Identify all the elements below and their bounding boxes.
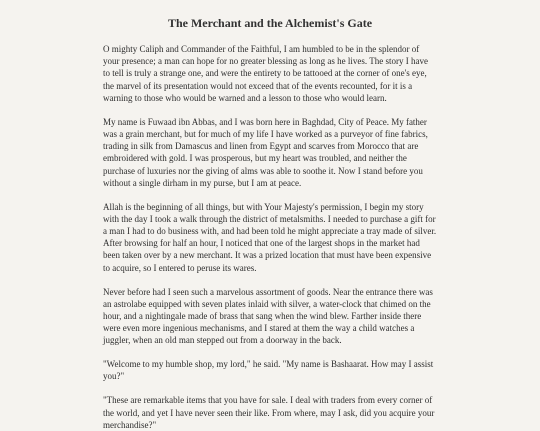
- paragraph: My name is Fuwaad ibn Abbas, and I was born here in Baghdad, City of Peace. My father was a grain merchant, but for much of my life I have worked as a purveyor of fine fabrics, trading in silk from Damascus and linen from Egypt and scarves from Morocco that are embroidered with gold. I was prosperous, but my heart was troubled, and neither the purchase of luxuries nor the giving of alms was able to soothe it. Now I stand before you without a single dirham in my purse, but I am at peace.: [103, 116, 428, 188]
- paragraph: O mighty Caliph and Commander of the Faithful, I am humbled to be in the splendor of your presence; a man can hope for no greater blessing as long as he lives. The story I have to tell is truly a strange one, and were the entirety to be tattooed at the corner of one's eye, the marvel of its presentation would not exceed that of the events recounted, for it is a warning to those who would be warned and a lesson to those who would learn.: [103, 44, 428, 103]
- paragraph: "Welcome to my humble shop, my lord," he said. "My name is Bashaarat. How may I assist you?": [103, 359, 434, 382]
- paragraph: Never before had I seen such a marvelous assortment of goods. Near the entrance there was an astrolabe equipped with seven plates inlaid with silver, a water-clock that chimed on the hour, and a nightingale made of brass that sang when the wind blew. Farther inside there were even more ingenious mechanisms, and I stared at them the way a child watches a juggler, when an old man stepped out from a doorway in the back.: [103, 286, 433, 346]
- paragraph: Allah is the beginning of all things, but with Your Majesty's permission, I begin my story with the day I took a walk through the district of metalsmiths. I needed to purchase a gift for a man I had to do business with, and had been told he might appreciate a tray made of silver. After browsing for half an hour, I noticed that one of the largest shops in the market had been taken over by a new merchant. It was a prized location that must have been expensive to acquire, so I entered to peruse its wares.: [103, 201, 437, 273]
- paragraph: "These are remarkable items that you have for sale. I deal with traders from every corner of the world, and yet I have never seen their like. From where, may I ask, did you acquire your merchandise?": [103, 395, 435, 430]
- document-title: The Merchant and the Alchemist's Gate: [167, 16, 373, 30]
- document-body: [103, 43, 437, 431]
